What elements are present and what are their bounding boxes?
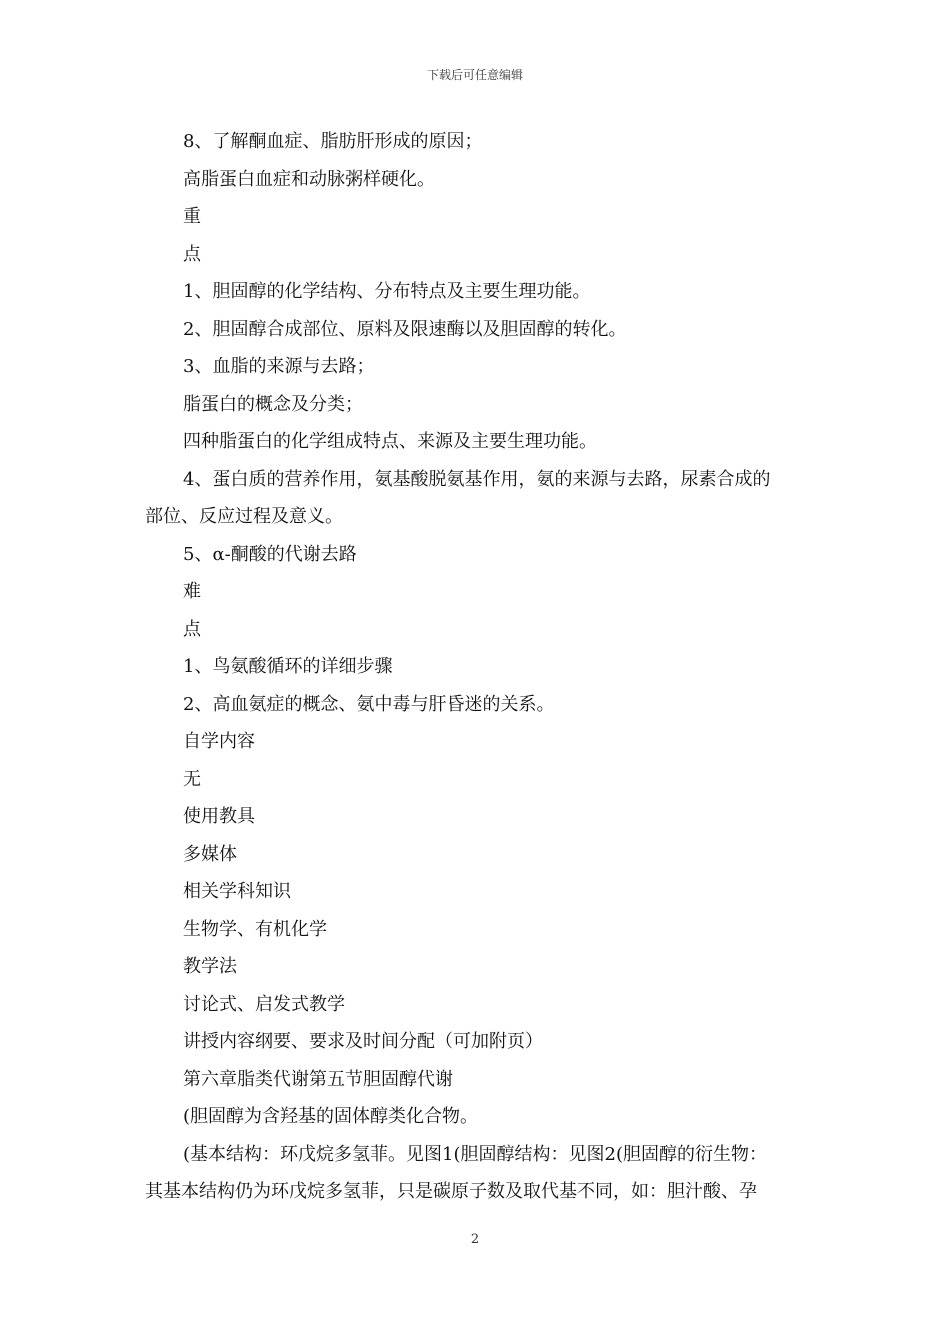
text-line: 无: [183, 768, 201, 790]
text-line: 教学法: [183, 956, 237, 977]
text-line: 重: [183, 206, 201, 227]
text-line: 点: [183, 243, 201, 265]
text-line: 1、鸟氨酸循环的详细步骤: [183, 656, 393, 677]
text-line: 使用教具: [183, 806, 255, 827]
text-line: 3、血脂的来源与去路；: [183, 356, 375, 377]
text-line: 自学内容: [183, 731, 255, 752]
text-line: 四种脂蛋白的化学组成特点、来源及主要生理功能。: [183, 431, 597, 452]
document-body: [145, 123, 810, 1211]
text-line: 部位、反应过程及意义。: [145, 506, 343, 527]
text-line: 2、胆固醇合成部位、原料及限速酶以及胆固醇的转化。: [183, 318, 627, 340]
text-line: 讨论式、启发式教学: [183, 993, 345, 1015]
text-line: 4、蛋白质的营养作用，氨基酸脱氨基作用，氨的来源与去路，尿素合成的: [183, 468, 771, 490]
text-line: 5、α-酮酸的代谢去路: [183, 543, 357, 565]
text-line: (基本结构：环戊烷多氢菲。见图1(胆固醇结构：见图2(胆固醇的衍生物：: [183, 1143, 767, 1165]
text-line: 生物学、有机化学: [183, 918, 327, 940]
text-line: 其基本结构仍为环戊烷多氢菲，只是碳原子数及取代基不同，如：胆汁酸、孕: [145, 1181, 757, 1202]
text-line: (胆固醇为含羟基的固体醇类化合物。: [183, 1106, 479, 1127]
text-line: 相关学科知识: [183, 881, 291, 902]
page-header: 下载后可任意编辑: [426, 68, 523, 82]
text-line: 高脂蛋白血症和动脉粥样硬化。: [183, 168, 435, 190]
text-line: 难: [183, 581, 201, 602]
text-line: 1、胆固醇的化学结构、分布特点及主要生理功能。: [183, 281, 591, 302]
text-line: 2、高血氨症的概念、氨中毒与肝昏迷的关系。: [183, 693, 555, 715]
page-number: 2: [470, 1232, 480, 1247]
text-line: 第六章脂类代谢第五节胆固醇代谢: [183, 1068, 453, 1090]
text-line: 点: [183, 618, 201, 640]
text-line: 讲授内容纲要、要求及时间分配（可加附页）: [183, 1031, 543, 1052]
text-line: 脂蛋白的概念及分类；: [183, 393, 363, 415]
text-line: 8、了解酮血症、脂肪肝形成的原因；: [183, 131, 483, 152]
text-line: 多媒体: [183, 843, 237, 865]
